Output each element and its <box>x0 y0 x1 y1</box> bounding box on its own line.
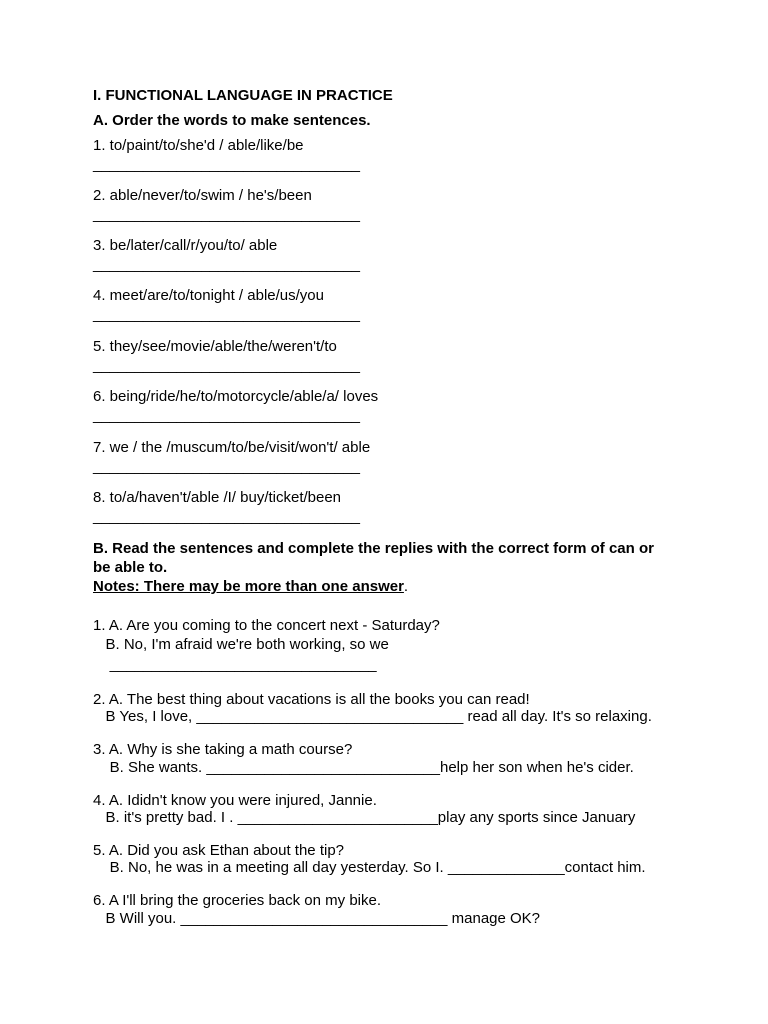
section-b-item-1-answer-line: ________________________________ <box>93 656 377 673</box>
page-heading: I. FUNCTIONAL LANGUAGE IN PRACTICE <box>93 87 393 104</box>
section-a-title: A. Order the words to make sentences. <box>93 112 371 129</box>
notes-text: Notes: There may be more than one answer <box>93 578 404 595</box>
answer-line-1: ________________________________ <box>93 156 360 173</box>
section-b-item-2-question: 2. A. The best thing about vacations is all the books you can read! <box>93 691 530 708</box>
section-a-item-8: 8. to/a/haven't/able /I/ buy/ticket/been <box>93 489 342 506</box>
section-b-title-line-2: be able to. <box>93 559 168 576</box>
answer-line-8: ________________________________ <box>93 508 360 525</box>
section-b-item-1-reply: B. No, I'm afraid we're both working, so we <box>93 636 389 653</box>
section-a-item-2: 2. able/never/to/swim / he's/been <box>93 187 312 204</box>
answer-line-3: ________________________________ <box>93 256 360 273</box>
section-a-item-6: 6. being/ride/he/to/motorcycle/able/a/ loves <box>93 388 379 405</box>
section-b-item-1-question: 1. A. Are you coming to the concert next - Saturday? <box>93 617 440 634</box>
section-b-item-3-question: 3. A. Why is she taking a math course? <box>93 741 353 758</box>
section-b-item-6-question: 6. A I'll bring the groceries back on my bike. <box>93 892 382 909</box>
answer-line-5: ________________________________ <box>93 357 360 374</box>
section-b-item-4-question: 4. A. Ididn't know you were injured, Jannie. <box>93 792 377 809</box>
section-b-item-4-reply: B. it's pretty bad. I . ________________________play any sports since January <box>93 809 636 826</box>
section-b-item-5-reply: B. No, he was in a meeting all day yesterday. So I. ______________contact him. <box>93 859 646 876</box>
answer-line-7: ________________________________ <box>93 458 360 475</box>
answer-line-2: ________________________________ <box>93 206 360 223</box>
section-a-item-5: 5. they/see/movie/able/the/weren't/to <box>93 338 337 355</box>
section-a-item-3: 3. be/later/call/r/you/to/ able <box>93 237 278 254</box>
section-b-item-3-reply: B. She wants. ____________________________help her son when he's cider. <box>93 759 634 776</box>
section-a-item-4: 4. meet/are/to/tonight / able/us/you <box>93 287 324 304</box>
section-b-item-6-reply: B Will you. ________________________________ manage OK? <box>93 910 541 927</box>
answer-line-6: ________________________________ <box>93 407 360 424</box>
section-a-item-7: 7. we / the /muscum/to/be/visit/won't/ able <box>93 439 371 456</box>
section-b-notes <box>93 578 408 596</box>
notes-period: . <box>403 578 409 595</box>
section-b-title-line-1: B. Read the sentences and complete the replies with the correct form of can or <box>93 540 654 557</box>
section-a-item-1: 1. to/paint/to/she'd / able/like/be <box>93 137 304 154</box>
section-b-item-5-question: 5. A. Did you ask Ethan about the tip? <box>93 842 345 859</box>
answer-line-4: ________________________________ <box>93 306 360 323</box>
section-b-item-2-reply: B Yes, I love, ________________________________ read all day. It's so relaxing. <box>93 708 652 725</box>
